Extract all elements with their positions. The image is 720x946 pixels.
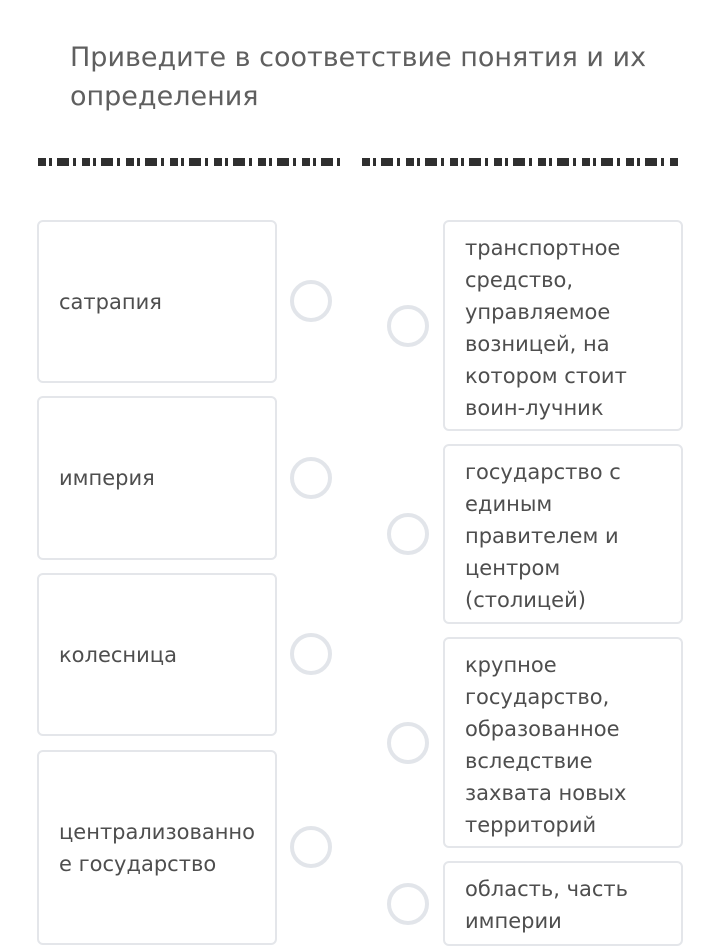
term-card-empire[interactable]: [37, 396, 277, 560]
term-label: колесница: [59, 642, 177, 667]
definition-label: область, часть империи: [465, 877, 629, 933]
term-label: сатрапия: [59, 289, 162, 314]
term-label: централизованное государство: [59, 819, 256, 876]
definition-radio-centralized-state[interactable]: [387, 513, 429, 555]
definition-label: государство с единым правителем и центром (столицей): [465, 460, 621, 612]
obscured-header-right: [362, 158, 680, 166]
term-card-chariot[interactable]: [37, 573, 277, 736]
question-title: Приведите в соответствие понятия и их определения: [70, 42, 647, 112]
definition-label: транспортное средство, управляемое возницей, на котором стоит воин-лучник: [465, 236, 627, 420]
definition-card-empire[interactable]: [443, 637, 683, 848]
definition-card-satrapy[interactable]: [443, 861, 683, 946]
term-label: империя: [59, 466, 155, 490]
term-radio-satrapy[interactable]: [290, 280, 332, 322]
term-card-centralized-state[interactable]: [37, 750, 277, 945]
definition-radio-empire[interactable]: [387, 722, 429, 764]
definition-card-chariot[interactable]: [443, 220, 683, 431]
term-radio-centralized-state[interactable]: [290, 826, 332, 868]
definition-radio-chariot[interactable]: [387, 305, 429, 347]
definition-label: крупное государство, образованное вследствие захвата новых территорий: [465, 653, 627, 837]
term-radio-chariot[interactable]: [290, 633, 332, 675]
term-card-satrapy[interactable]: [37, 220, 277, 383]
definition-radio-satrapy[interactable]: [387, 883, 429, 925]
definition-card-centralized-state[interactable]: [443, 444, 683, 624]
term-radio-empire[interactable]: [290, 457, 332, 499]
obscured-header-left: [38, 158, 342, 166]
